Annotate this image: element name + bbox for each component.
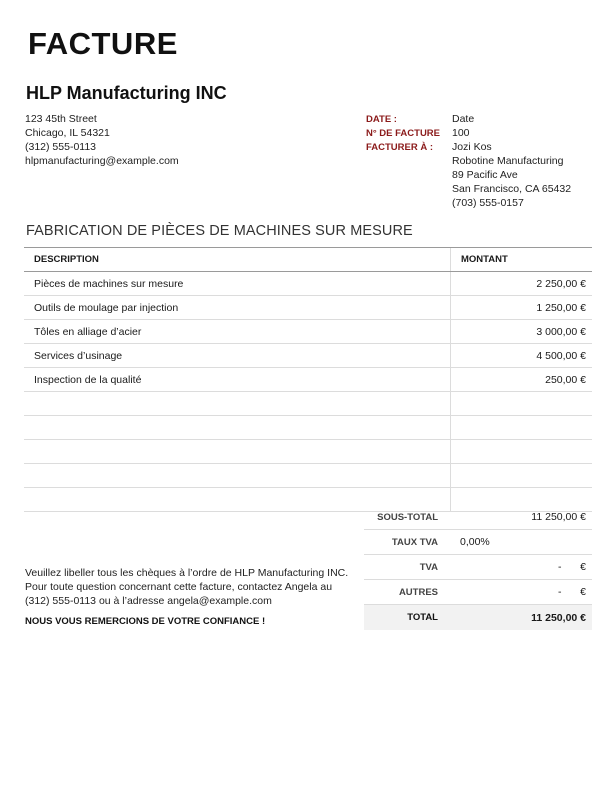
table-row <box>24 440 592 464</box>
table-row <box>24 272 592 296</box>
tax-rate-row <box>364 530 592 555</box>
other-label: AUTRES <box>398 586 438 598</box>
header-amount: MONTANT <box>450 248 592 271</box>
tax-label: TVA <box>419 561 438 573</box>
bill-to-company: Robotine Manufacturing <box>452 155 564 167</box>
company-street: 123 45th Street <box>25 113 97 125</box>
row-amount <box>450 416 592 439</box>
table-row <box>24 296 592 320</box>
table-row <box>24 320 592 344</box>
row-description: Services d’usinage <box>34 349 123 362</box>
row-amount <box>450 440 592 463</box>
total-value: 11 250,00 € <box>531 611 586 624</box>
payment-note-line: Veuillez libeller tous les chèques à l’ordre de HLP Manufacturing INC. <box>25 567 349 579</box>
company-address <box>25 112 179 168</box>
tax-dash: - <box>558 561 562 573</box>
row-amount: 2 250,00 € <box>450 272 592 295</box>
other-value <box>450 580 592 604</box>
row-description: Inspection de la qualité <box>34 373 142 386</box>
other-row <box>364 580 592 605</box>
totals-block <box>364 505 592 630</box>
bill-to-city: San Francisco, CA 65432 <box>452 183 572 195</box>
row-amount <box>450 392 592 415</box>
company-city: Chicago, IL 54321 <box>25 127 110 139</box>
invoice-title: FACTURE <box>28 26 178 61</box>
tax-value <box>450 555 592 579</box>
subtotal-label: SOUS-TOTAL <box>377 511 438 523</box>
other-currency: € <box>580 586 586 598</box>
row-amount: 1 250,00 € <box>450 296 592 319</box>
tax-rate-value: 0,00% <box>460 536 490 548</box>
header-description: DESCRIPTION <box>34 254 99 265</box>
row-amount: 3 000,00 € <box>450 320 592 343</box>
bill-to-name: Jozi Kos <box>452 141 492 153</box>
company-name: HLP Manufacturing INC <box>26 83 227 103</box>
row-description <box>24 416 450 439</box>
payment-note <box>25 566 360 608</box>
row-description: Outils de moulage par injection <box>34 301 179 314</box>
tax-currency: € <box>580 561 586 573</box>
table-header-row <box>24 248 592 272</box>
tax-row <box>364 555 592 580</box>
row-description <box>24 464 450 487</box>
row-description <box>24 392 450 415</box>
company-email: hlpmanufacturing@example.com <box>25 155 179 167</box>
bill-to-label: FACTURER À : <box>366 142 434 153</box>
total-label: TOTAL <box>407 612 438 623</box>
row-description <box>24 440 450 463</box>
row-amount <box>450 464 592 487</box>
other-dash: - <box>558 586 562 598</box>
table-row <box>24 416 592 440</box>
date-value: Date <box>452 113 475 125</box>
table-row <box>24 368 592 392</box>
table-row <box>24 464 592 488</box>
row-amount: 4 500,00 € <box>450 344 592 367</box>
company-phone: (312) 555-0113 <box>25 141 97 153</box>
invoice-number-label: N° DE FACTURE <box>366 128 440 139</box>
table-row <box>24 392 592 416</box>
date-label: DATE : <box>366 114 397 125</box>
invoice-meta-labels <box>366 113 440 155</box>
invoice-number-value: 100 <box>452 127 470 139</box>
row-description: Tôles en alliage d’acier <box>34 325 142 338</box>
bill-to-phone: (703) 555-0157 <box>452 197 524 209</box>
thank-you-message: NOUS VOUS REMERCIONS DE VOTRE CONFIANCE ! <box>25 616 266 627</box>
row-amount: 250,00 € <box>450 368 592 391</box>
payment-note-line: (312) 555-0113 ou à l’adresse angela@example.com <box>25 595 272 607</box>
invoice-meta-values <box>452 112 571 210</box>
subtotal-row <box>364 505 592 530</box>
line-items-table <box>24 247 592 512</box>
bill-to-street: 89 Pacific Ave <box>452 169 518 181</box>
total-row <box>364 605 592 630</box>
payment-note-line: Pour toute question concernant cette facture, contactez Angela au <box>25 581 333 593</box>
row-description: Pièces de machines sur mesure <box>34 277 184 290</box>
section-title: FABRICATION DE PIÈCES DE MACHINES SUR MESURE <box>26 223 413 239</box>
subtotal-value: 11 250,00 € <box>531 511 586 523</box>
table-row <box>24 344 592 368</box>
tax-rate-label: TAUX TVA <box>391 536 438 548</box>
